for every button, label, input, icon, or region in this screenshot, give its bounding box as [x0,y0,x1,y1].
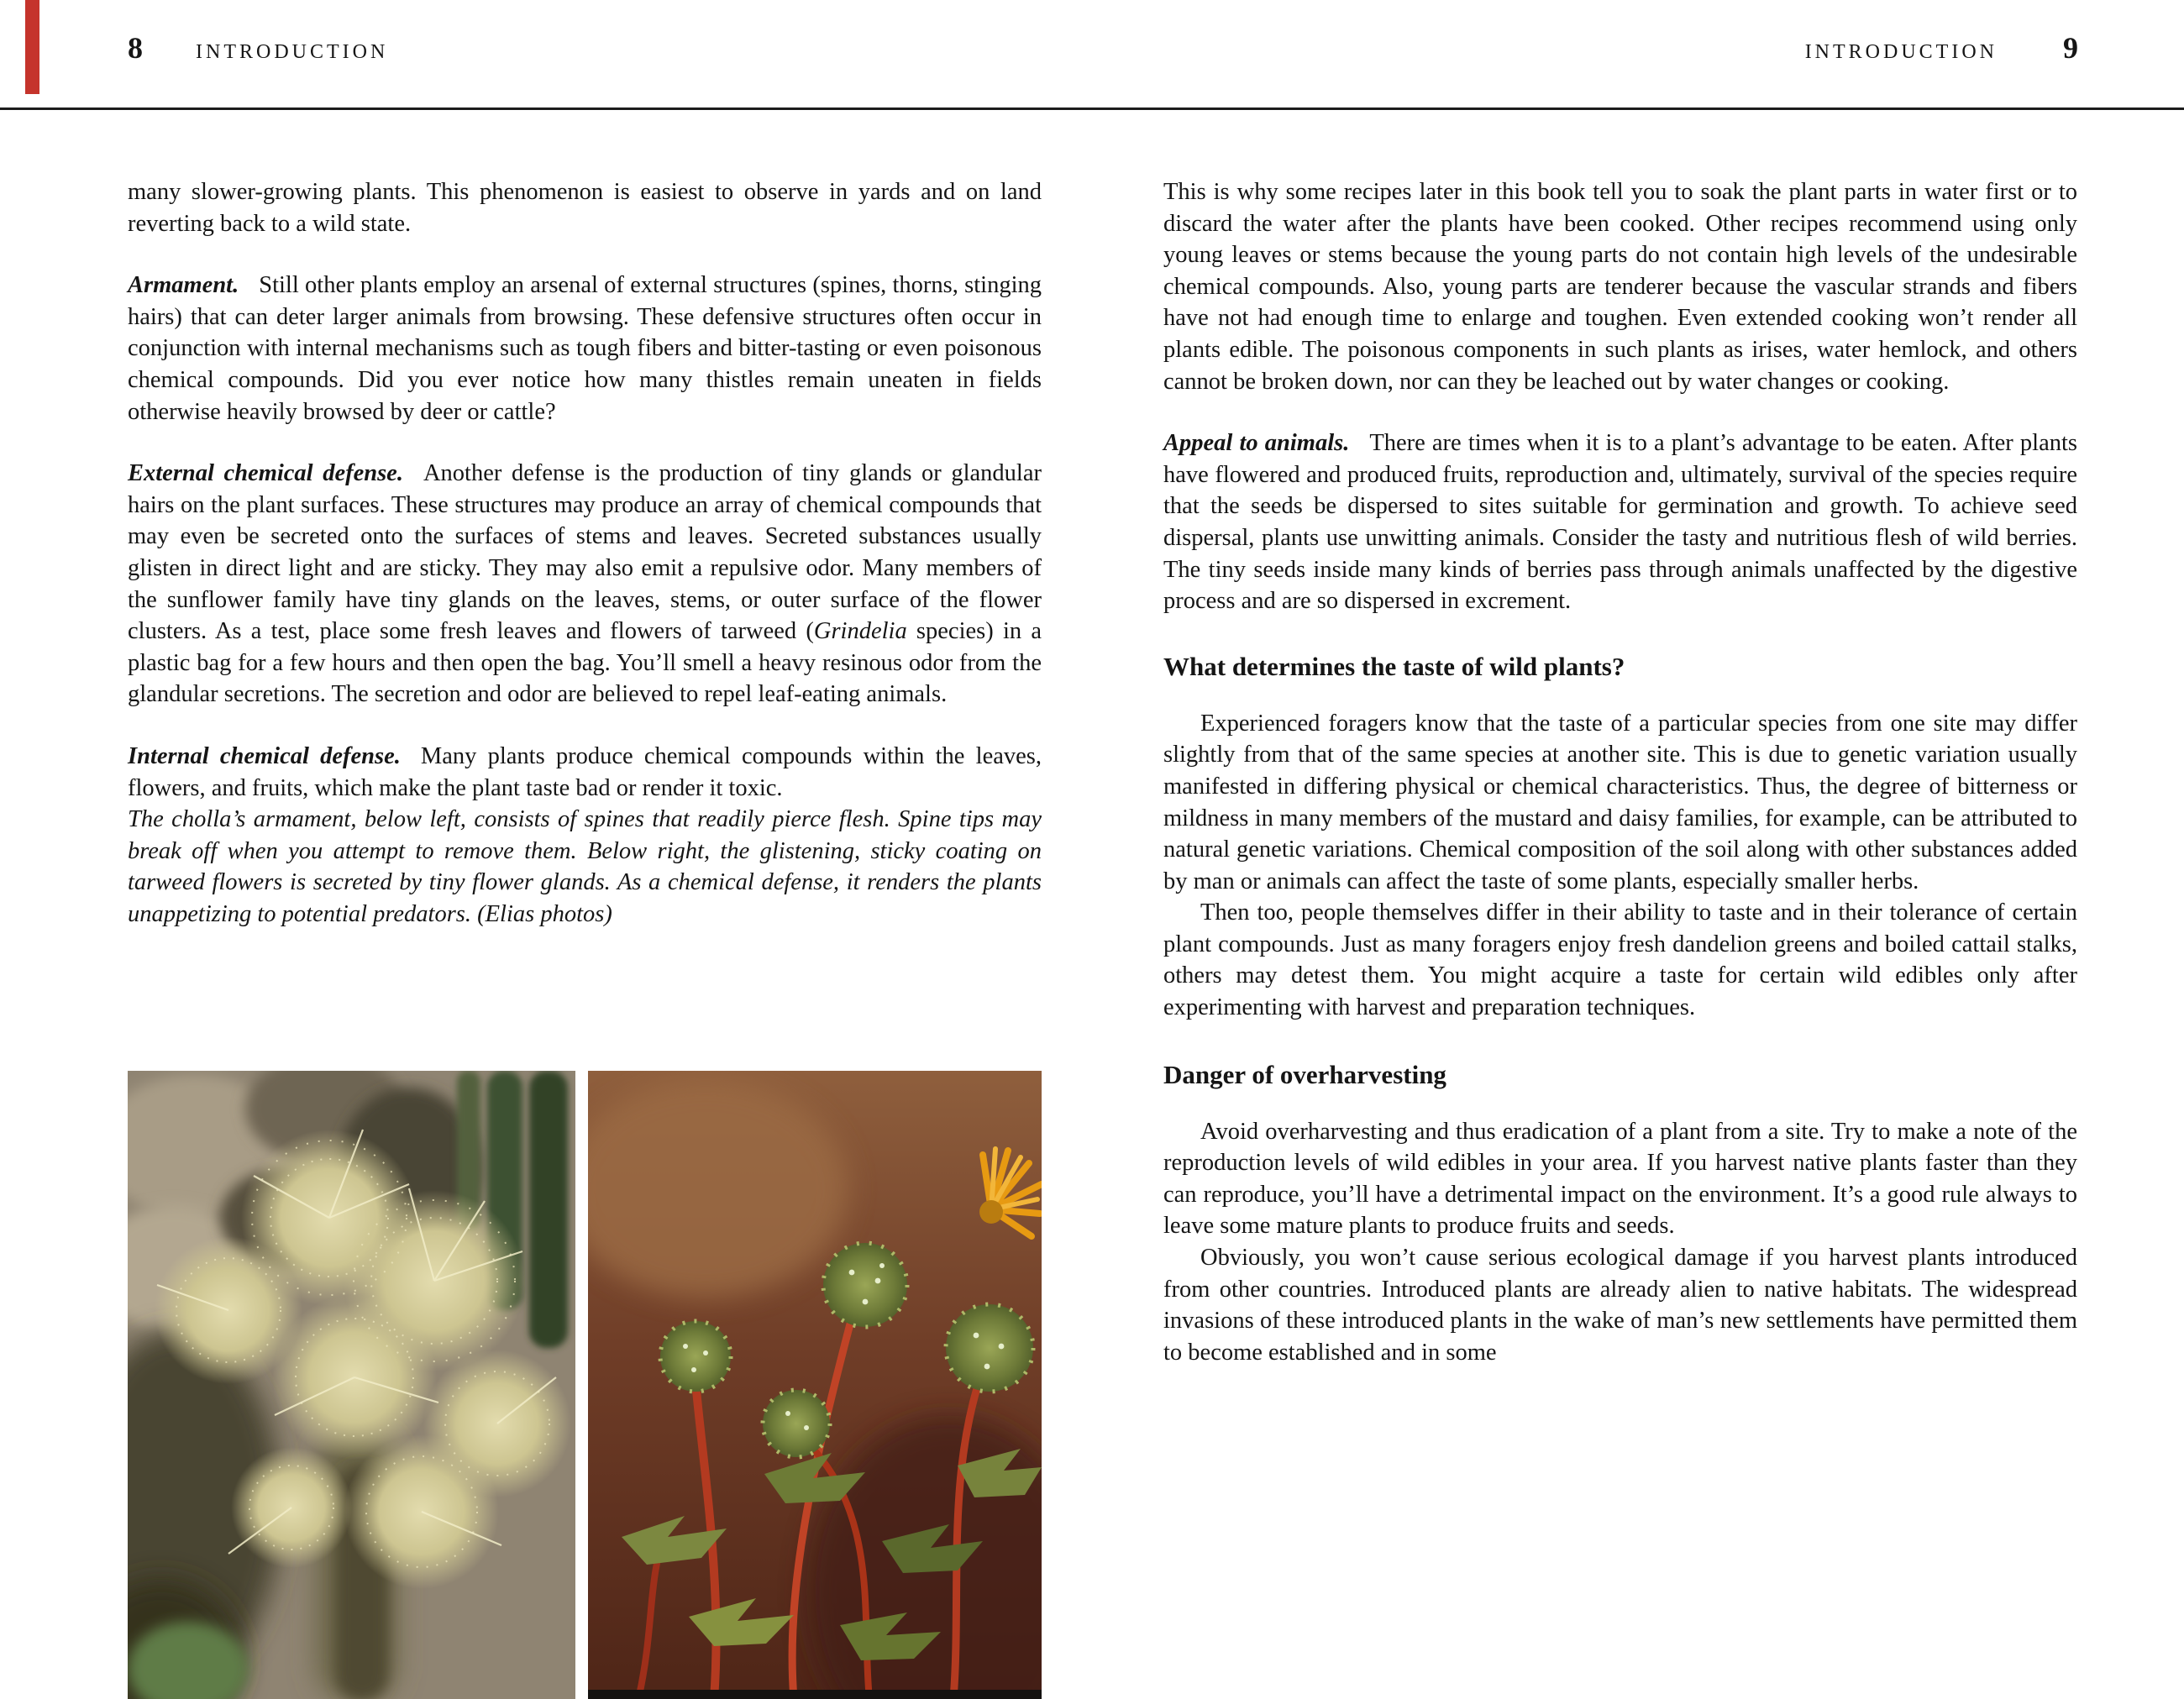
paragraph-internal-defense [128,741,1042,804]
paragraph-soak: This is why some recipes later in this book tell you to soak the plant parts in water first or to discard the water after the plants have been cooked. Other recipes recommend using only young leaves or stems because the young parts do not contain high levels of the undesirable chemical compounds. Also, young parts are tenderer because the vascular strands and fibers have not had enough time to enlarge and toughen. Even extended cooking won’t render all plants edible. The poisonous components in such plants as irises, water hemlock, and others cannot be broken down, nor can they be leached out by water changes or cooking. [1163,179,2077,395]
section-heading-overharvesting: Danger of overharvesting [1163,1059,1446,1089]
runin-head-internal: Internal chemical defense. [128,742,401,769]
photo-caption: The cholla’s armament, below left, consists of spines that readily pierce flesh. Spine tips may break off when you attempt to remove them. Below right, the glistening, sticky coating on tarweed flowers is secreted by tiny flower glands. As a chemical defense, it renders the plants unappetizing to potential predators. (Elias photos) [128,806,1042,927]
tarweed-flowers-photo [588,1071,1042,1699]
left-page-column [128,176,1042,930]
paragraph-overharvest-2: Obviously, you won’t cause serious ecological damage if you harvest plants introduced from other countries. Introduced plants are already alien to native habitats. The widespread invasions of these introduced plants in the wake of man’s new settlements have permitted them to become established and in some [1163,1245,2077,1366]
armament-text: Still other plants employ an arsenal of external structures (spines, thorns, stinging hairs) that can deter larger animals from browsing. These defensive structures often occur in conjunction with internal mechanisms such as tough fibers and bitter-tasting or even poisonous chemical compounds. Did you ever notice how many thistles remain uneaten in fields otherwise heavily browsed by deer or cattle? [128,272,1042,425]
paragraph-continuation: many slower-growing plants. This phenomenon is easiest to observe in yards and on land reverting back to a wild state. [128,179,1042,237]
external-text-1: Another defense is the production of tiny glands or glandular hairs on the plant surfaces. These structures may produce an array of chemical compounds that may even be secreted onto the surfaces of stems and leaves. Secreted substances usually glisten in direct light and are sticky. They may also emit a repulsive odor. Many members of the sunflower family have tiny glands on the leaves, stems, or outer surface of the flower clusters. As a test, place some fresh leaves and flowers of tarweed ( [128,460,1042,645]
paragraph-taste-2: Then too, people themselves differ in their ability to taste and in their tolerance of certain plant compounds. Just as many foragers enjoy fresh dandelion greens and boiled cattail stalks, others may detest them. You might acquire a taste for certain wild edibles only after experimenting with harvest and preparation techniques. [1163,899,2077,1021]
header-left-page [128,30,388,66]
runin-head-external: External chemical defense. [128,460,403,487]
appeal-text: There are times when it is to a plant’s advantage to be eaten. After plants have flowered and produced fruits, reproduction and, ultimately, survival of the species require that the seeds be dispersed to sites suitable for germination and growth. To achieve seed dispersal, plants use unwitting animals. Consider the tasty and nutritious flesh of wild berries. The tiny seeds inside many kinds of berries pass through animals unaffected by the digestive process and are so dispersed in excrement. [1163,430,2077,615]
paragraph-overharvest-1: Avoid overharvesting and thus eradication of a plant from a site. Try to make a note of the reproduction levels of wild edibles in your area. If you harvest native plants faster than they can reproduce, you’ll have a detrimental impact on the environment. It’s a good rule always to leave some mature plants to produce fruits and seeds. [1163,1118,2077,1240]
right-page-column [1163,176,2077,1368]
running-head-left: INTRODUCTION [196,41,389,63]
runin-head-appeal: Appeal to animals. [1163,430,1350,457]
running-head-right: INTRODUCTION [1804,41,1998,63]
paragraph-armament [128,270,1042,427]
header-rule [0,107,2184,110]
internal-text: Many plants produce chemical compounds within the leaves, flowers, and fruits, which make the plant taste bad or render it toxic. [128,742,1042,801]
page-number-left: 8 [128,31,144,65]
paragraph-appeal [1163,427,2077,617]
runin-head-armament: Armament. [128,272,239,299]
page-number-right: 9 [2063,31,2079,65]
external-text-2: species) in a plastic bag for a few hours and then open the bag. You’ll smell a heavy resinous odor from the glandular secretions. The secretion and odor are believed to repel leaf-eating animals. [128,618,1042,708]
header-right-page [1163,30,2079,66]
paragraph-external-defense [128,458,1042,711]
section-heading-taste: What determines the taste of wild plants? [1163,651,1625,681]
red-edge-mark [25,0,39,94]
cholla-cactus-photo [128,1071,575,1699]
species-name-grindelia: Grindelia [813,618,907,645]
paragraph-taste-1: Experienced foragers know that the taste of a particular species from one site may differ slightly from that of the same species at another site. This is due to genetic variation usually manifested in differing physical or chemical characteristics. Thus, the degree of bitterness or mildness in many members of the mustard and daisy families, for example, can be attributed to natural genetic variations. Chemical composition of the soil along with other substances added by man or animals can affect the taste of some plants, especially smaller herbs. [1163,710,2077,894]
